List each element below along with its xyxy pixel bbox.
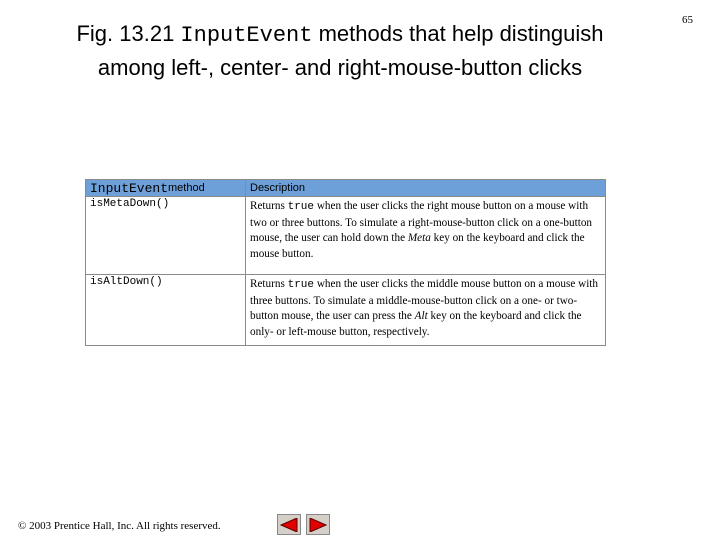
method-cell: isMetaDown() [86, 197, 246, 274]
arrow-left-icon [280, 518, 298, 532]
description-cell: Returns true when the user clicks the right mouse button on a mouse with two or three buttons. To simulate a right-mouse-button click on a one-button mouse, the user can hold down the Meta key on the keyboard and click the mouse button. [250, 200, 593, 260]
header-method-code: InputEvent [90, 180, 169, 196]
title-suffix: methods that help distinguish [312, 21, 604, 46]
header-method-text: method [168, 182, 205, 194]
methods-table [85, 179, 606, 346]
table-header [86, 180, 605, 197]
table-row [86, 197, 605, 275]
method-cell: isAltDown() [86, 275, 246, 345]
arrow-right-icon [309, 518, 327, 532]
key-name: Alt [414, 310, 428, 322]
title-line-2: among left-, center- and right-mouse-button clicks [97, 55, 583, 80]
copyright-footer: © 2003 Prentice Hall, Inc. All rights reserved. [18, 520, 221, 532]
previous-slide-button[interactable] [277, 514, 301, 535]
header-method [86, 180, 246, 196]
next-slide-button[interactable] [306, 514, 330, 535]
header-description: Description [250, 182, 306, 194]
title-line-1 [40, 18, 640, 52]
table-row [86, 275, 605, 345]
key-name: Meta [407, 232, 431, 244]
page-number: 65 [682, 14, 693, 26]
code-true: true [287, 279, 315, 291]
code-true: true [287, 201, 315, 213]
title-prefix: Fig. 13.21 [76, 21, 181, 46]
description-cell: Returns true when the user clicks the middle mouse button on a mouse with three buttons. To simulate a middle-mouse-button click on a one- or two-button mouse, the user can press the Alt key on the keyboard and click the only- or left-mouse button, respectively. [250, 278, 599, 338]
slide-title [40, 18, 640, 84]
title-class-name: InputEvent [180, 23, 313, 48]
